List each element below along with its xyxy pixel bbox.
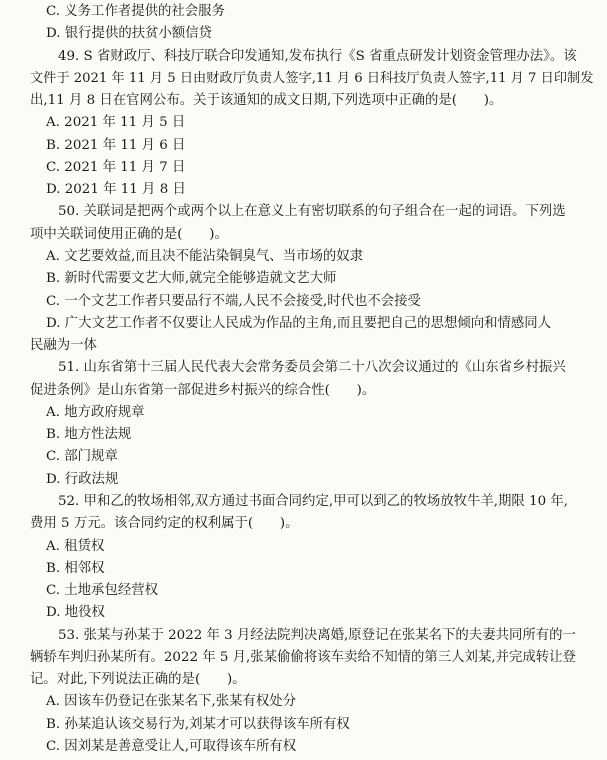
q53-option-c: C. 因刘某是善意受让人,可取得该车所有权 — [46, 739, 297, 754]
q53-option-b: B. 孙某追认该交易行为,刘某才可以获得该车所有权 — [46, 716, 350, 732]
q48-option-d: D. 银行提供的扶贫小额信贷 — [46, 26, 213, 42]
q53-stem-line-2: 辆轿车判归孙某所有。2022 年 5 月,张某偷偷将该车卖给不知情的第三人刘某,并完成转让登 — [30, 649, 576, 665]
q51-option-b: B. 地方性法规 — [46, 427, 132, 443]
q51-stem-line-1: 51. 山东省第十三届人民代表大会常务委员会第二十八次会议通过的《山东省乡村振兴 — [58, 360, 566, 376]
q52-option-c: C. 土地承包经营权 — [46, 583, 159, 599]
q50-stem-line-1: 50. 关联词是把两个或两个以上在意义上有密切联系的句子组合在一起的词语。下列选 — [58, 204, 566, 220]
q48-option-c: C. 义务工作者提供的社会服务 — [46, 4, 225, 19]
q51-stem-line-2: 促进条例》是山东省第一部促进乡村振兴的综合性( )。 — [30, 382, 376, 398]
q49-stem-line-2: 文件于 2021 年 11 月 5 日由财政厅负责人签字,11 月 6 日科技厅负责人签字,11 月 7 日印制发 — [30, 70, 594, 86]
q53-option-a: A. 因该车仍登记在张某名下,张某有权处分 — [46, 694, 297, 710]
q51-option-c: C. 部门规章 — [46, 449, 118, 465]
q49-option-b: B. 2021 年 11 月 6 日 — [46, 137, 186, 153]
q53-stem-line-3: 记。对此,下列说法正确的是( )。 — [30, 672, 246, 688]
q52-stem-line-2: 费用 5 万元。该合同约定的权利属于( )。 — [30, 516, 299, 532]
q49-stem-line-3: 出,11 月 8 日在官网公布。关于该通知的成文日期,下列选项中正确的是( )。 — [30, 93, 503, 109]
q51-option-a: A. 地方政府规章 — [46, 404, 145, 420]
q50-option-b: B. 新时代需要文艺大师,就完全能够造就文艺大师 — [46, 271, 337, 287]
q50-option-d: D. 广大文艺工作者不仅要让人民成为作品的主角,而且要把自己的思想倾向和情感同人 — [46, 315, 552, 331]
q52-option-d: D. 地役权 — [46, 605, 105, 621]
q49-option-d: D. 2021 年 11 月 8 日 — [46, 182, 186, 198]
q50-stem-line-2: 项中关联词使用正确的是( )。 — [30, 226, 228, 242]
q52-option-a: A. 租赁权 — [46, 538, 105, 554]
q49-option-c: C. 2021 年 11 月 7 日 — [46, 159, 186, 175]
q53-stem-line-1: 53. 张某与孙某于 2022 年 3 月经法院判决离婚,原登记在张某名下的夫妻共同所有的一 — [58, 627, 576, 643]
q52-stem-line-1: 52. 甲和乙的牧场相邻,双方通过书面合同约定,甲可以到乙的牧场放牧牛羊,期限 10 年, — [58, 494, 569, 509]
q50-option-a: A. 文艺要效益,而且决不能沾染铜臭气、当市场的奴隶 — [46, 249, 364, 264]
q52-option-b: B. 相邻权 — [46, 560, 105, 576]
q49-option-a: A. 2021 年 11 月 5 日 — [46, 115, 186, 131]
q50-option-d-cont: 民融为一体 — [30, 338, 97, 354]
q49-stem-line-1: 49. S 省财政厅、科技厅联合印发通知,发布执行《S 省重点研发计划资金管理办法》。该 — [58, 48, 577, 64]
q50-option-c: C. 一个文艺工作者只要品行不端,人民不会接受,时代也不会接受 — [46, 293, 421, 309]
q51-option-d: D. 行政法规 — [46, 471, 119, 487]
